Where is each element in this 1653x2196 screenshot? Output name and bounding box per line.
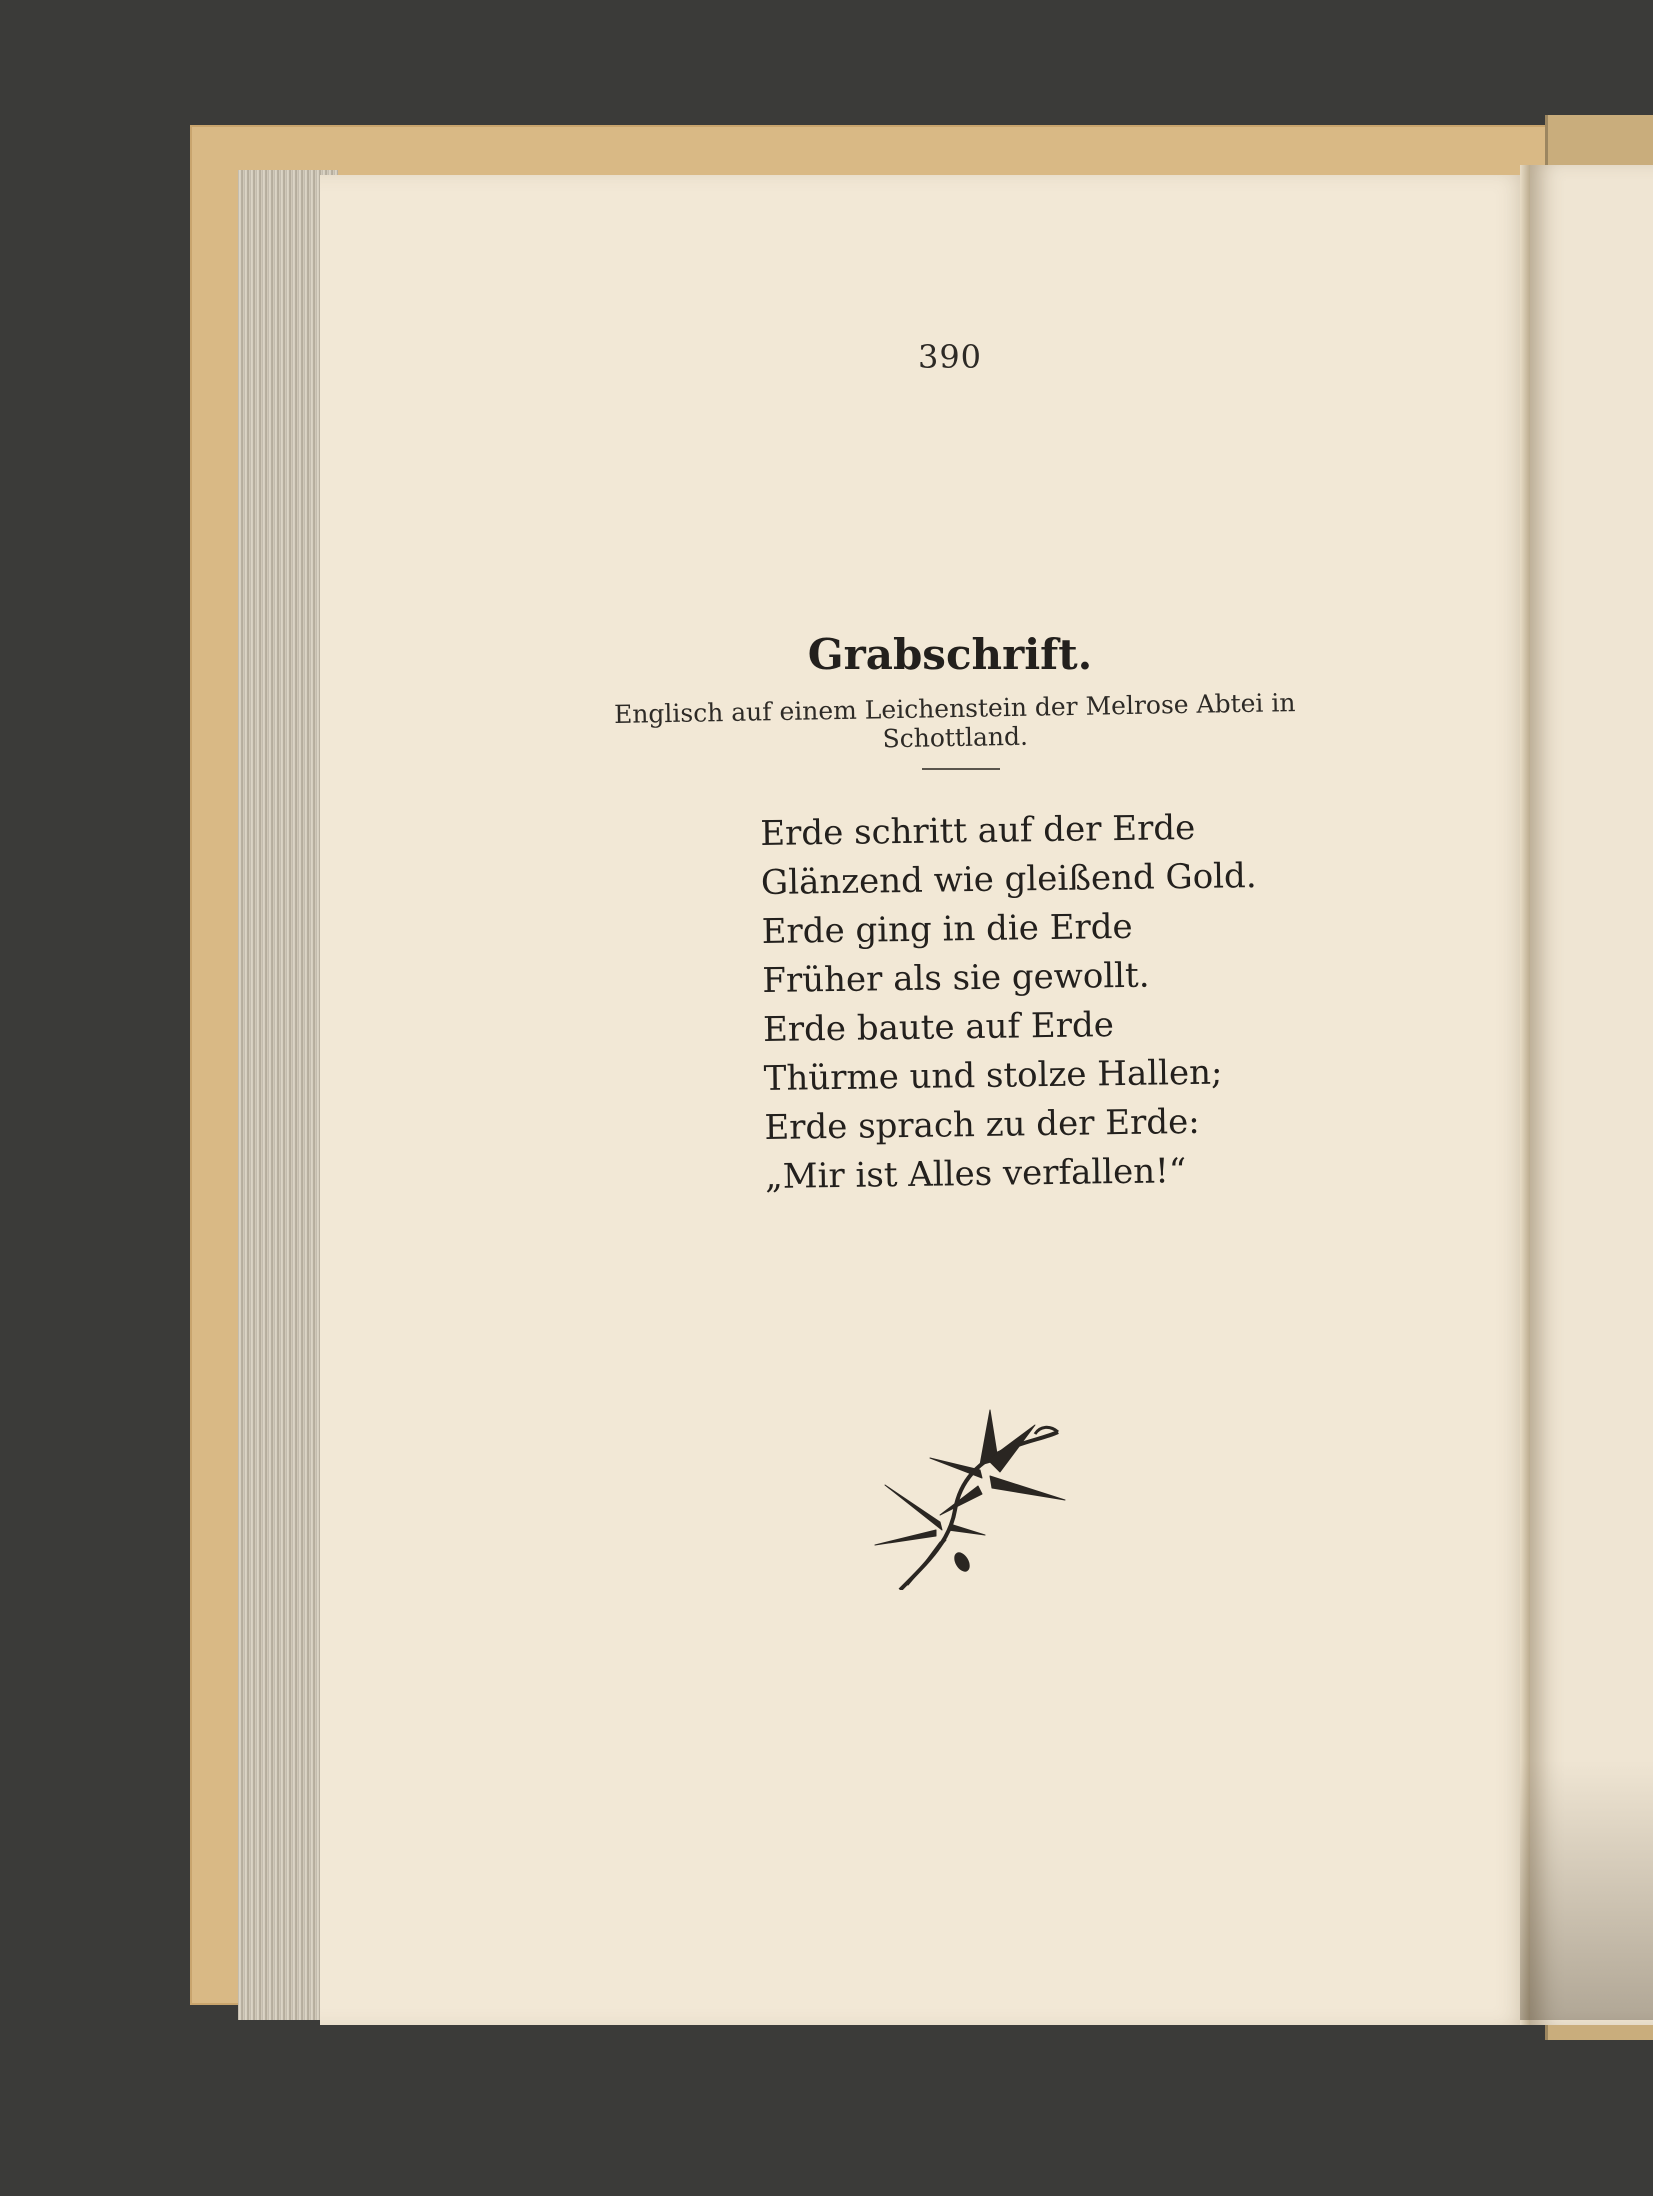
poem-line: Erde schritt auf der Erde [760, 807, 1196, 854]
poem-subtitle: Englisch auf einem Leichenstein der Melrose Abtei in Schottland. [613, 688, 1296, 754]
right-page [1530, 165, 1653, 2025]
fold-shadow [1520, 1760, 1653, 2020]
poem-line: Erde sprach zu der Erde: [764, 1101, 1200, 1148]
poem-stanza [760, 802, 1365, 1202]
poem-line: Thürme und stolze Hallen; [763, 1052, 1223, 1099]
title-separator [922, 768, 1000, 770]
poem-line: Glänzend wie gleißend Gold. [760, 856, 1257, 903]
poem-line: Erde ging in die Erde [761, 906, 1133, 952]
poem-line: „Mir ist Alles verfallen!“ [764, 1151, 1187, 1197]
leaf-sprig-icon [870, 1390, 1070, 1590]
page-number: 390 [917, 338, 983, 376]
poem-line: Früher als sie gewollt. [762, 955, 1150, 1001]
poem-line: Erde baute auf Erde [762, 1005, 1115, 1050]
poem-title: Grabschrift. [807, 630, 1093, 679]
